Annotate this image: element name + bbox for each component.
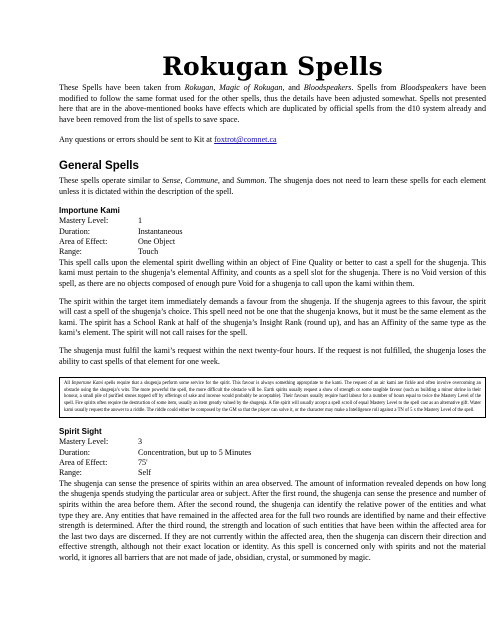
stat-value: 1 — [138, 216, 143, 226]
stat-label: Duration: — [59, 226, 91, 236]
contact-email-link[interactable]: foxtrot@comnet.ca — [214, 135, 277, 145]
spell-description: The spirit within the target item immediately demands a favour from the shugenja. If the shugenja agrees to this favour, the spirit will cast a spell of the shugenja’s choice. This spell need not be one that the shugenja knows, but it must be the same element as the kami. The spirit has a School Rank at half of the shugenja’s Insight Rank (round up), and has an Affinity of the same type as the kami’s element. The spirit will not call raises for the spell. — [59, 296, 486, 338]
source-book-title: Bloodspeakers — [400, 83, 448, 92]
spell-description: This spell calls upon the elemental spirit dwelling within an object of Fine Quality or better to cast a spell for the shugenja. This kami must pertain to the shugenja’s elemental Affinity, and counts as a spell slot for the shugenja. There is no Void version of this spell, as there are no objects composed of enough pure Void for a shugenja to call upon the kami within them. — [59, 257, 486, 288]
intro-separator: , — [213, 83, 220, 92]
contact-text: Any questions or errors should be sent to Kit at — [59, 135, 215, 145]
general-separator: , — [180, 175, 186, 185]
general-separator: , and — [217, 175, 237, 185]
stat-label: Mastery Level: — [59, 437, 109, 447]
stat-label: Area of Effect: — [59, 457, 108, 467]
spell-stat-row — [59, 468, 486, 478]
favour-note-box — [59, 377, 486, 418]
general-text: These spells operate similar to — [59, 175, 163, 185]
intro-text: . Spells from — [351, 83, 401, 92]
spell-reference: Summon — [236, 175, 265, 185]
contact-paragraph — [59, 135, 486, 146]
spell-stat-row — [59, 237, 486, 247]
stat-value: One Object — [138, 236, 176, 246]
stat-value: 3 — [138, 437, 143, 447]
spell-description: The shugenja can sense the presence of spirits within an area observed. The amount of information revealed depends on how long the shugenja spends studying the particular area or subject. After the first round, the shugenja can sense the presence and number of spirits within the area before them. After the second round, the shugenja can identify the relative power of the entities and what type they are. Any entities that have remained in the affected area for the full two rounds are identified by name and their effective strength is determined. After the third round, the strength and location of such entities that have been within the affected area for the last two days are discerned. If they are not currently within the affected area, then the shugenja can discern their direction and effective strength, although not their exact location or identity. As this spell is concerned only with spirits and not the material world, it ignores all barriers that are not made of jade, obsidian, crystal, or summoned by magic. — [59, 478, 486, 562]
spell-description: The shugenja must fulfil the kami’s request within the next twenty-four hours. If the request is not fulfilled, the shugenja loses the ability to cast spells of that element for one week. — [59, 345, 486, 366]
spell-stat-row — [59, 216, 486, 226]
spell-title: Importune Kami — [59, 206, 120, 216]
spell-title: Spirit Sight — [59, 427, 102, 437]
spell-stat-row — [59, 227, 486, 237]
stat-value: Touch — [138, 247, 159, 257]
note-text: All — [64, 381, 72, 387]
spell-stat-row — [59, 437, 486, 447]
spell-stat-row — [59, 458, 486, 468]
stat-value: Self — [138, 468, 152, 478]
spell-reference: Commune — [185, 175, 218, 185]
source-book-title: Magic of Rokugan — [219, 83, 283, 92]
spell-stat-row — [59, 448, 486, 458]
stat-label: Area of Effect: — [59, 236, 108, 246]
intro-paragraph — [59, 83, 486, 125]
spell-reference: Sense — [162, 175, 181, 185]
stat-label: Range: — [59, 468, 82, 478]
stat-label: Mastery Level: — [59, 216, 109, 226]
spell-stat-row — [59, 247, 486, 257]
note-text: spells require that a shugenja perform some service for the spirit. This favour is always something appropriate to the kami. The request of an air kami are fickle and often involve overcoming an obstacle using the shugenja’s wits. The more powerful the spell, the more difficult the obstacle will be. Earth spirits usually request a show of strength or some tangible favour (such as building a minor shrine in their honour, a small pile of purified stones topped off by offerings of sake and incense would probably be acceptable). Their favours usually require hard labour for a number of hours equal to twice the Mastery Level of the spell. Fire spirits often require the destruction of some item, usually an item greatly valued by the shugenja. A fire spirit will usually accept a spell scroll of equal Mastery Level to the spell cast as an alternative gift. Water kami usually request the answer to a riddle. The riddle could either be composed by the GM so that the player can solve it, or the character may make a Intelligence roll against a TN of 5 x the Mastery Level of the spell. — [64, 381, 481, 413]
page-title: Rokugan Spells — [162, 52, 383, 81]
intro-text: have been modified to follow the same format used for the other spells, thus the details have been adjusted somewhat. Spells not presented here that are in the above-mentioned books have effects which are duplicated by official spells from the d10 system already and have been removed from the list of spells to save space. — [59, 83, 487, 124]
section-heading: General Spells — [59, 159, 139, 172]
stat-value: 75' — [138, 457, 148, 467]
general-text: . The shugenja does not need to learn these spells for each element unless it is dictated within the description of the spell. — [59, 175, 487, 196]
intro-separator: , and — [282, 83, 304, 92]
spell-reference: Importune Kami — [71, 381, 103, 387]
source-book-title: Bloodspeakers — [303, 83, 352, 92]
stat-value: Concentration, but up to 5 Minutes — [138, 447, 252, 457]
source-book-title: Rokugan — [184, 83, 214, 92]
stat-label: Range: — [59, 247, 82, 257]
general-description — [59, 176, 486, 197]
stat-label: Duration: — [59, 447, 91, 457]
intro-text: These Spells have been taken from — [59, 83, 185, 92]
stat-value: Instantaneous — [138, 226, 183, 236]
